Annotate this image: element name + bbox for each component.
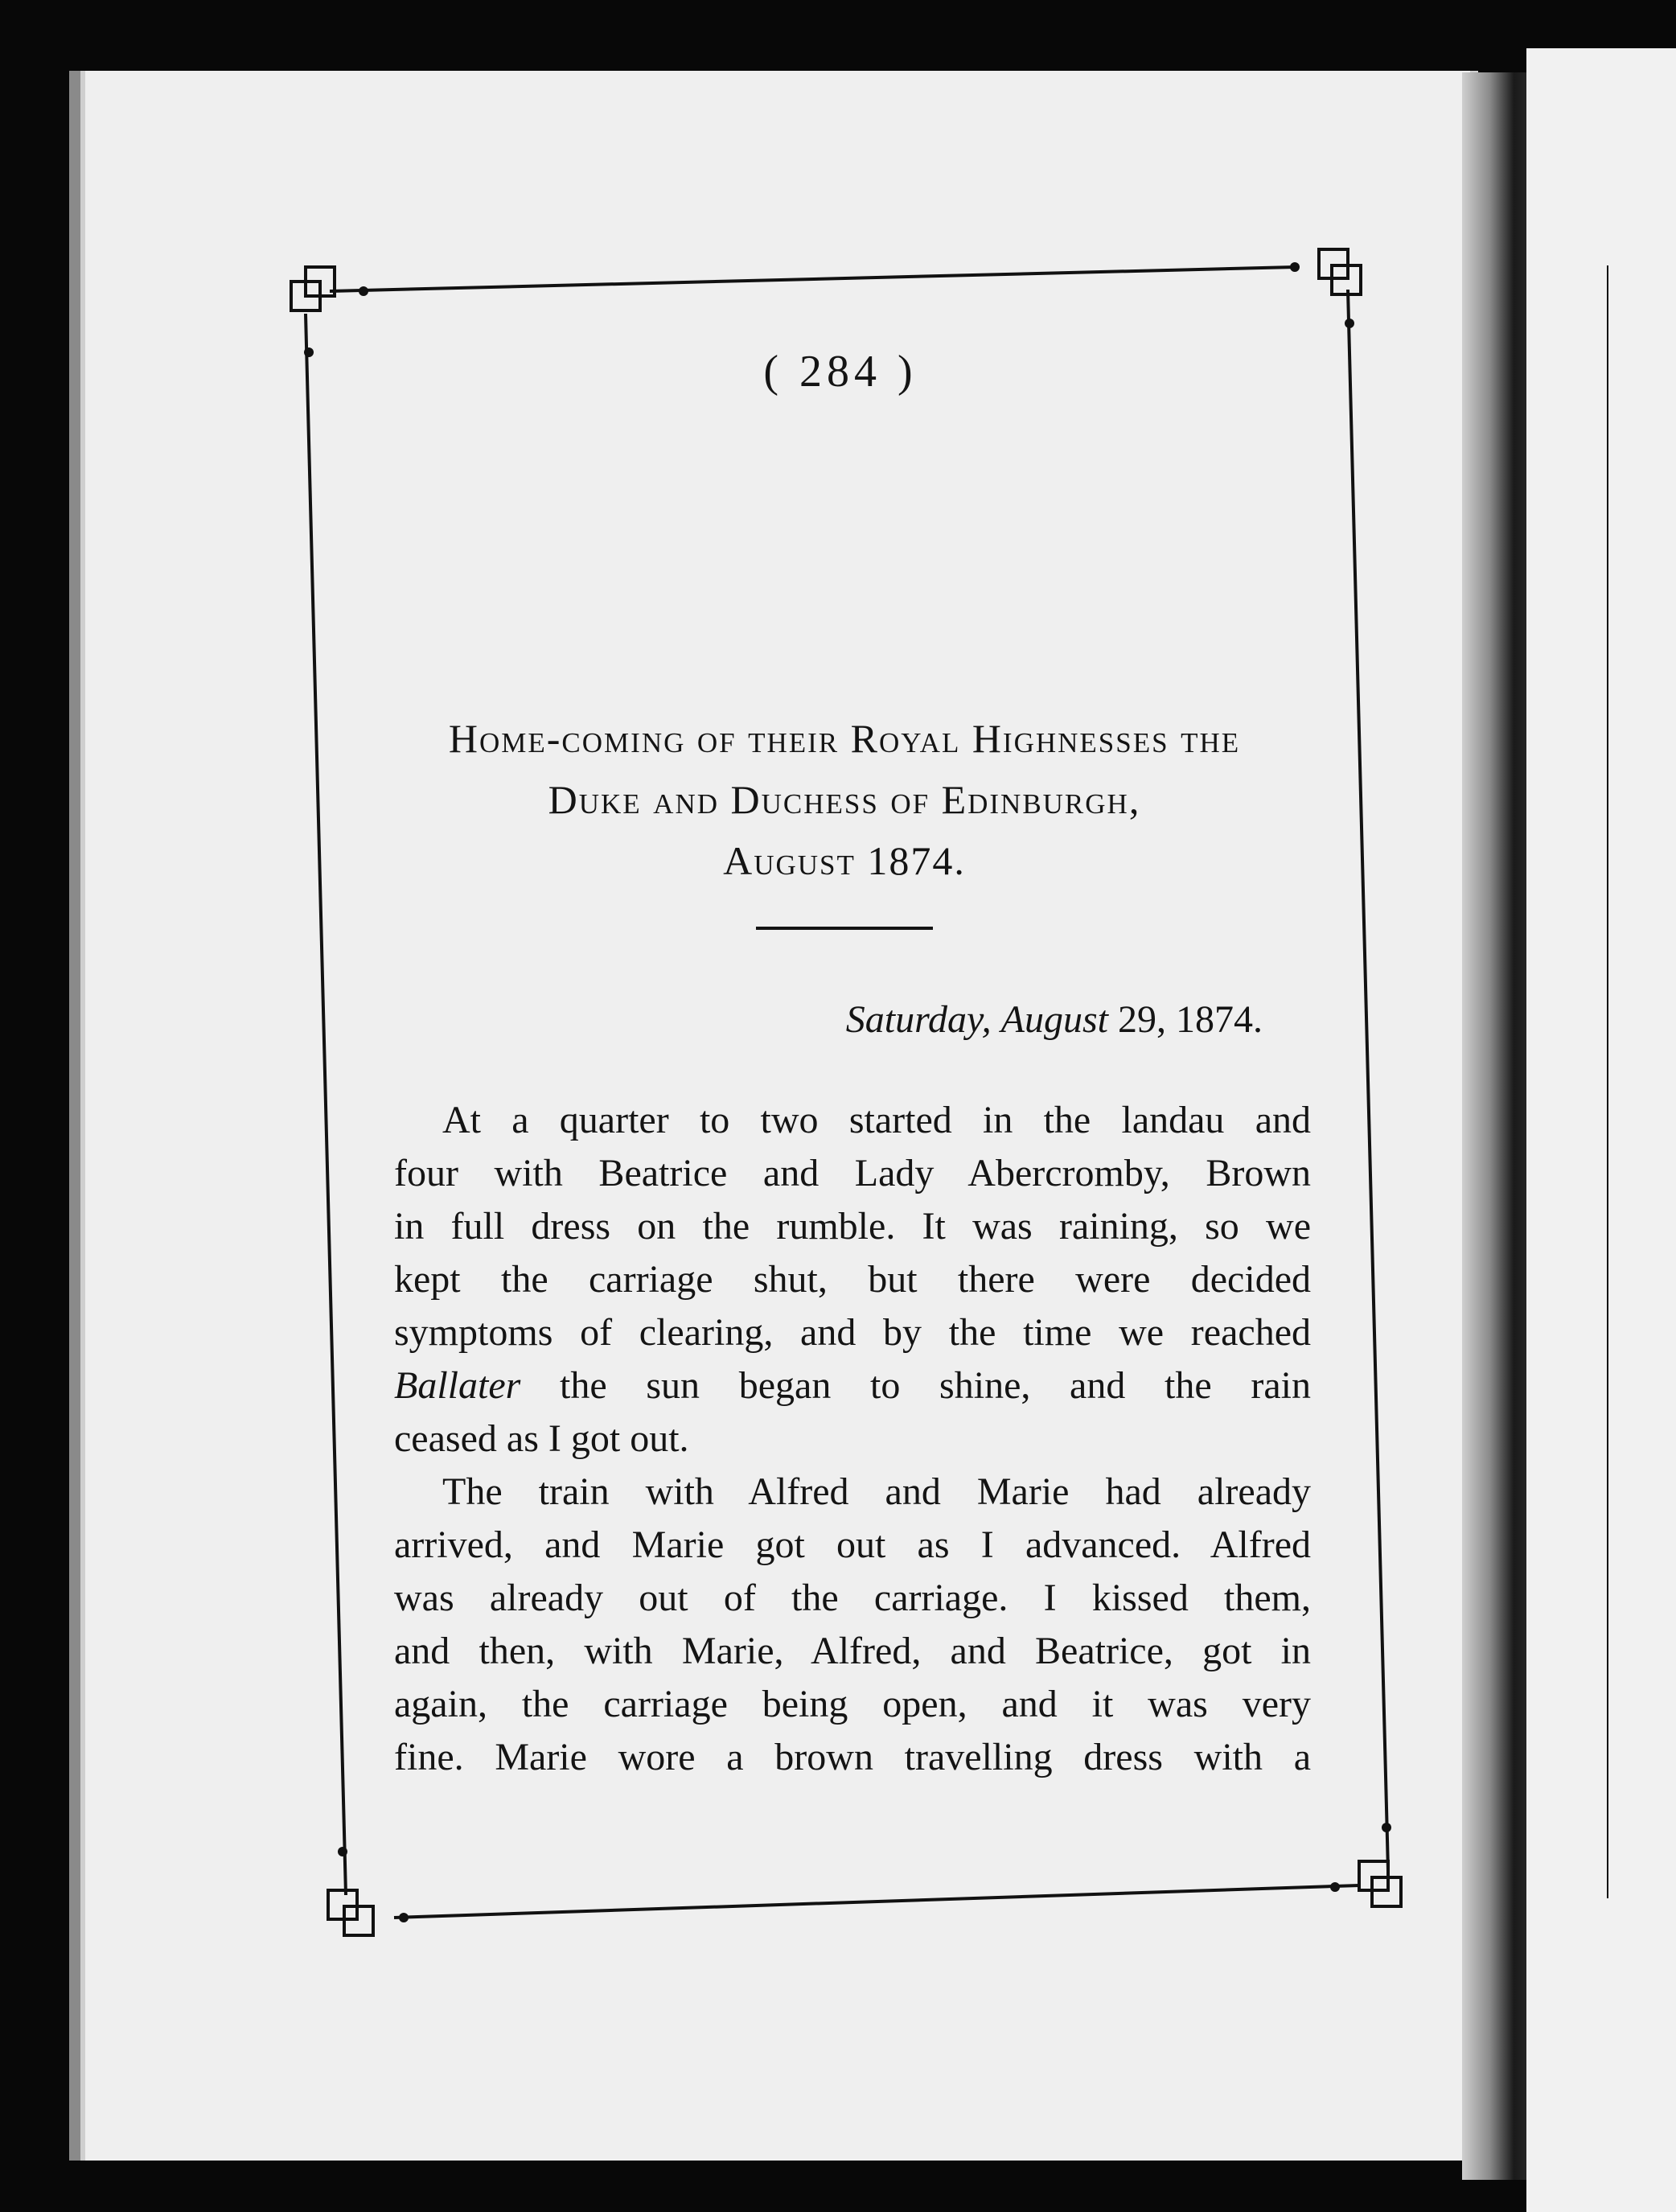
title-line: Home-coming of their Royal Highnesses the	[448, 716, 1241, 761]
text-line: four with Beatrice and Lady Abercromby, Brown	[394, 1152, 1311, 1194]
text-line: arrived, and Marie got out as I advanced. Alfred	[394, 1523, 1311, 1566]
text-line-rest: the sun began to shine, and the rain	[560, 1364, 1312, 1407]
page-number: ( 284 )	[763, 347, 918, 397]
dateline-day: Saturday,	[845, 998, 992, 1041]
dateline	[394, 997, 1263, 1042]
corner-ornament-top-left	[291, 267, 335, 310]
corner-ornament-bottom-right	[1359, 1861, 1401, 1906]
text-line: At a quarter to two started in the landau and	[442, 1099, 1311, 1141]
text-line	[394, 1359, 1311, 1412]
corner-ornament-bottom-left	[328, 1890, 373, 1935]
body-text	[394, 1094, 1311, 1784]
text-block	[394, 338, 1327, 1866]
text-line: and then, with Marie, Alfred, and Beatrice, got in	[394, 1630, 1311, 1672]
text-line: symptoms of clearing, and by the time we reached	[394, 1311, 1311, 1354]
title-rule	[756, 927, 933, 930]
dateline-rest: 29, 1874.	[1118, 998, 1263, 1041]
text-line: The train with Alfred and Marie had already	[442, 1470, 1311, 1513]
text-line: fine. Marie wore a brown travelling dress with a	[394, 1736, 1311, 1778]
dateline-month: August	[1000, 998, 1108, 1041]
text-line: in full dress on the rumble. It was raining, so we	[394, 1205, 1311, 1248]
text-line: kept the carriage shut, but there were decided	[394, 1258, 1311, 1301]
text-line: again, the carriage being open, and it was very	[394, 1683, 1311, 1725]
chapter-title	[370, 708, 1319, 891]
title-line: August 1874.	[723, 838, 966, 883]
corner-ornament-top-right	[1319, 249, 1361, 294]
place-name: Ballater	[394, 1364, 521, 1407]
text-line: ceased as I got out.	[394, 1417, 689, 1460]
title-line: Duke and Duchess of Edinburgh,	[548, 777, 1141, 822]
text-line: was already out of the carriage. I kissed them,	[394, 1577, 1311, 1619]
